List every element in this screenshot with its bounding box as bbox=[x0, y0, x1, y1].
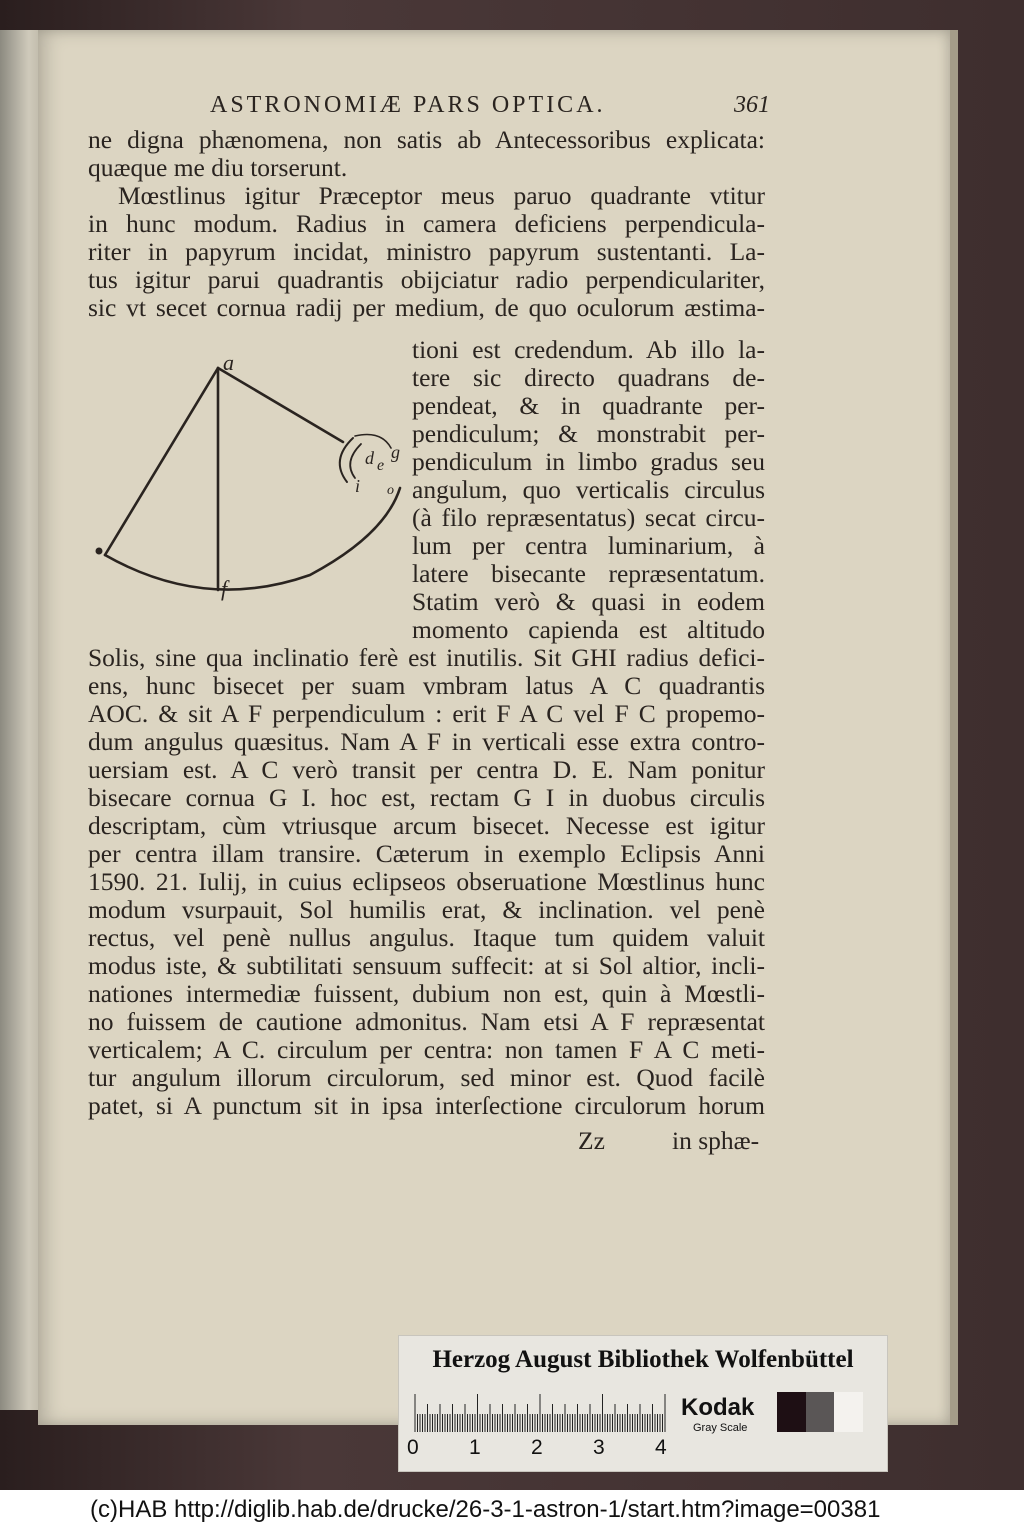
text-block-side bbox=[412, 336, 765, 644]
swatch-mid bbox=[806, 1392, 835, 1432]
figure-label-o: o bbox=[387, 483, 394, 498]
text-line: tere sic directo quadrans de- bbox=[412, 363, 765, 392]
text-line: no fuissem de cautione admonitus. Nam etsi A F repræsentat bbox=[88, 1007, 765, 1036]
ruler-number: 1 bbox=[469, 1436, 481, 1459]
measurement-ruler bbox=[413, 1392, 671, 1432]
text-line: momento capienda est altitudo bbox=[412, 615, 765, 644]
figure-label-i: i bbox=[355, 476, 361, 496]
text-line: patet, si A punctum sit in ipsa interſectione circulorum horum bbox=[88, 1091, 765, 1120]
library-name: Herzog August Bibliothek Wolfenbüttel bbox=[432, 1346, 854, 1373]
text-line: rectus, vel penè nullus angulus. Itaque tum quidem valuit bbox=[88, 923, 765, 952]
text-line: dum angulus quæsitus. Nam A F in verticali esse extra contro- bbox=[88, 727, 765, 756]
figure-arc bbox=[105, 488, 400, 590]
ruler-number: 4 bbox=[655, 1436, 667, 1459]
quadrant-figure bbox=[85, 350, 415, 615]
running-title: ASTRONOMIÆ PARS OPTICA. bbox=[210, 92, 606, 118]
text-block-bottom bbox=[88, 644, 765, 1120]
text-line: 1590. 21. Iulij, in cuius eclipseos obseruatione Mœstlinus hunc bbox=[88, 867, 765, 896]
text-line: angulum, quo verticalis circulus bbox=[412, 475, 765, 504]
text-line: pendeat, & in quadrante per- bbox=[412, 391, 765, 420]
text-line: tur angulum illorum circulorum, sed minor est. Quod facilè bbox=[88, 1063, 765, 1092]
catchword: in sphæ- bbox=[672, 1126, 760, 1155]
text-line: Mœstlinus igitur Præceptor meus paruo quadrante vtitur bbox=[118, 181, 765, 210]
color-target-card bbox=[398, 1335, 888, 1472]
text-line: Statim verò & quasi in eodem bbox=[412, 587, 765, 616]
ruler-number: 0 bbox=[407, 1436, 419, 1459]
ruler-number: 2 bbox=[531, 1436, 543, 1459]
gray-scale-label: Gray Scale bbox=[693, 1422, 748, 1434]
figure-crescent-inner bbox=[350, 444, 361, 478]
running-head bbox=[210, 92, 770, 122]
text-line: Solis, sine qua inclinatio ferè est inutilis. Sit GHI radius defici- bbox=[88, 643, 765, 672]
text-line: pendiculum; & monstrabit per- bbox=[412, 419, 765, 448]
text-line: ens, hunc bisecet per suam vmbram latus A C quadrantis bbox=[88, 671, 765, 700]
figure-label-e: e bbox=[377, 457, 385, 474]
figure-label-g: g bbox=[391, 442, 400, 462]
text-line: ne digna phænomena, non satis ab Antecessoribus explicata: bbox=[88, 125, 765, 154]
text-line: lum per centra luminarium, à bbox=[412, 531, 765, 560]
text-line: latere bisecante repræsentatum. bbox=[412, 559, 765, 588]
text-line: per centra illam transire. Cæterum in exemplo Eclipsis Anni bbox=[88, 839, 765, 868]
text-line: tioni est credendum. Ab illo la- bbox=[412, 335, 765, 364]
figure-label-f: f bbox=[221, 576, 228, 601]
ruler-number: 3 bbox=[593, 1436, 605, 1459]
figure-arc-small bbox=[355, 435, 391, 449]
text-line: pendiculum in limbo gradus seu bbox=[412, 447, 765, 476]
text-line: nationes intermediæ fuissent, dubium non est, quin à Mœstli- bbox=[88, 979, 765, 1008]
text-line: in hunc modum. Radius in camera deficiens perpendicula- bbox=[88, 209, 765, 238]
text-line: sic vt secet cornua radij per medium, de quo oculorum æstima- bbox=[88, 293, 765, 322]
text-line: tus igitur parui quadrantis obijciatur radio perpendiculariter, bbox=[88, 265, 765, 294]
page-number: 361 bbox=[734, 92, 770, 118]
text-block-top bbox=[88, 126, 765, 322]
figure-point-o bbox=[96, 548, 103, 555]
swatch-dark bbox=[777, 1392, 806, 1432]
text-line: quæque me diu torserunt. bbox=[88, 153, 348, 182]
ruler-numbers bbox=[407, 1436, 677, 1460]
text-line: modum vsurpauit, Sol humilis erat, & inclination. vel penè bbox=[88, 895, 765, 924]
text-line: riter in papyrum incidat, ministro papyrum sustentanti. La- bbox=[88, 237, 765, 266]
copyright-url: (c)HAB http://diglib.hab.de/drucke/26-3-1-astron-1/start.htm?image=00381 bbox=[90, 1496, 881, 1523]
figure-label-d: d bbox=[365, 448, 374, 468]
text-line: descriptam, cùm vtriusque arcum bisecet. Necesse est igitur bbox=[88, 811, 765, 840]
kodak-logo: Kodak bbox=[681, 1394, 755, 1421]
figure-label-a: a bbox=[223, 350, 234, 375]
gray-scale-swatches bbox=[777, 1392, 863, 1432]
figure-line-ao bbox=[105, 368, 218, 555]
footer-bar bbox=[0, 1490, 1024, 1533]
text-line: AOC. & sit A F perpendiculum : erit F A C vel F C propemo- bbox=[88, 699, 765, 728]
signature-mark: Zz bbox=[578, 1126, 605, 1155]
text-line: bisecare cornua G I. hoc est, rectam G I in duobus circulis bbox=[88, 783, 765, 812]
figure-line-ac bbox=[218, 368, 343, 442]
page-edge-right bbox=[950, 30, 958, 1425]
text-line: modus iste, & subtilitati sensuum suffecit: at si Sol altior, incli- bbox=[88, 951, 765, 980]
text-line: verticalem; A C. circulum per centra: non tamen F A C meti- bbox=[88, 1035, 765, 1064]
swatch-light bbox=[834, 1392, 863, 1432]
text-line: (à filo repræsentatus) secat circu- bbox=[412, 503, 765, 532]
text-line: uersiam est. A C verò transit per centra D. E. Nam ponitur bbox=[88, 755, 765, 784]
